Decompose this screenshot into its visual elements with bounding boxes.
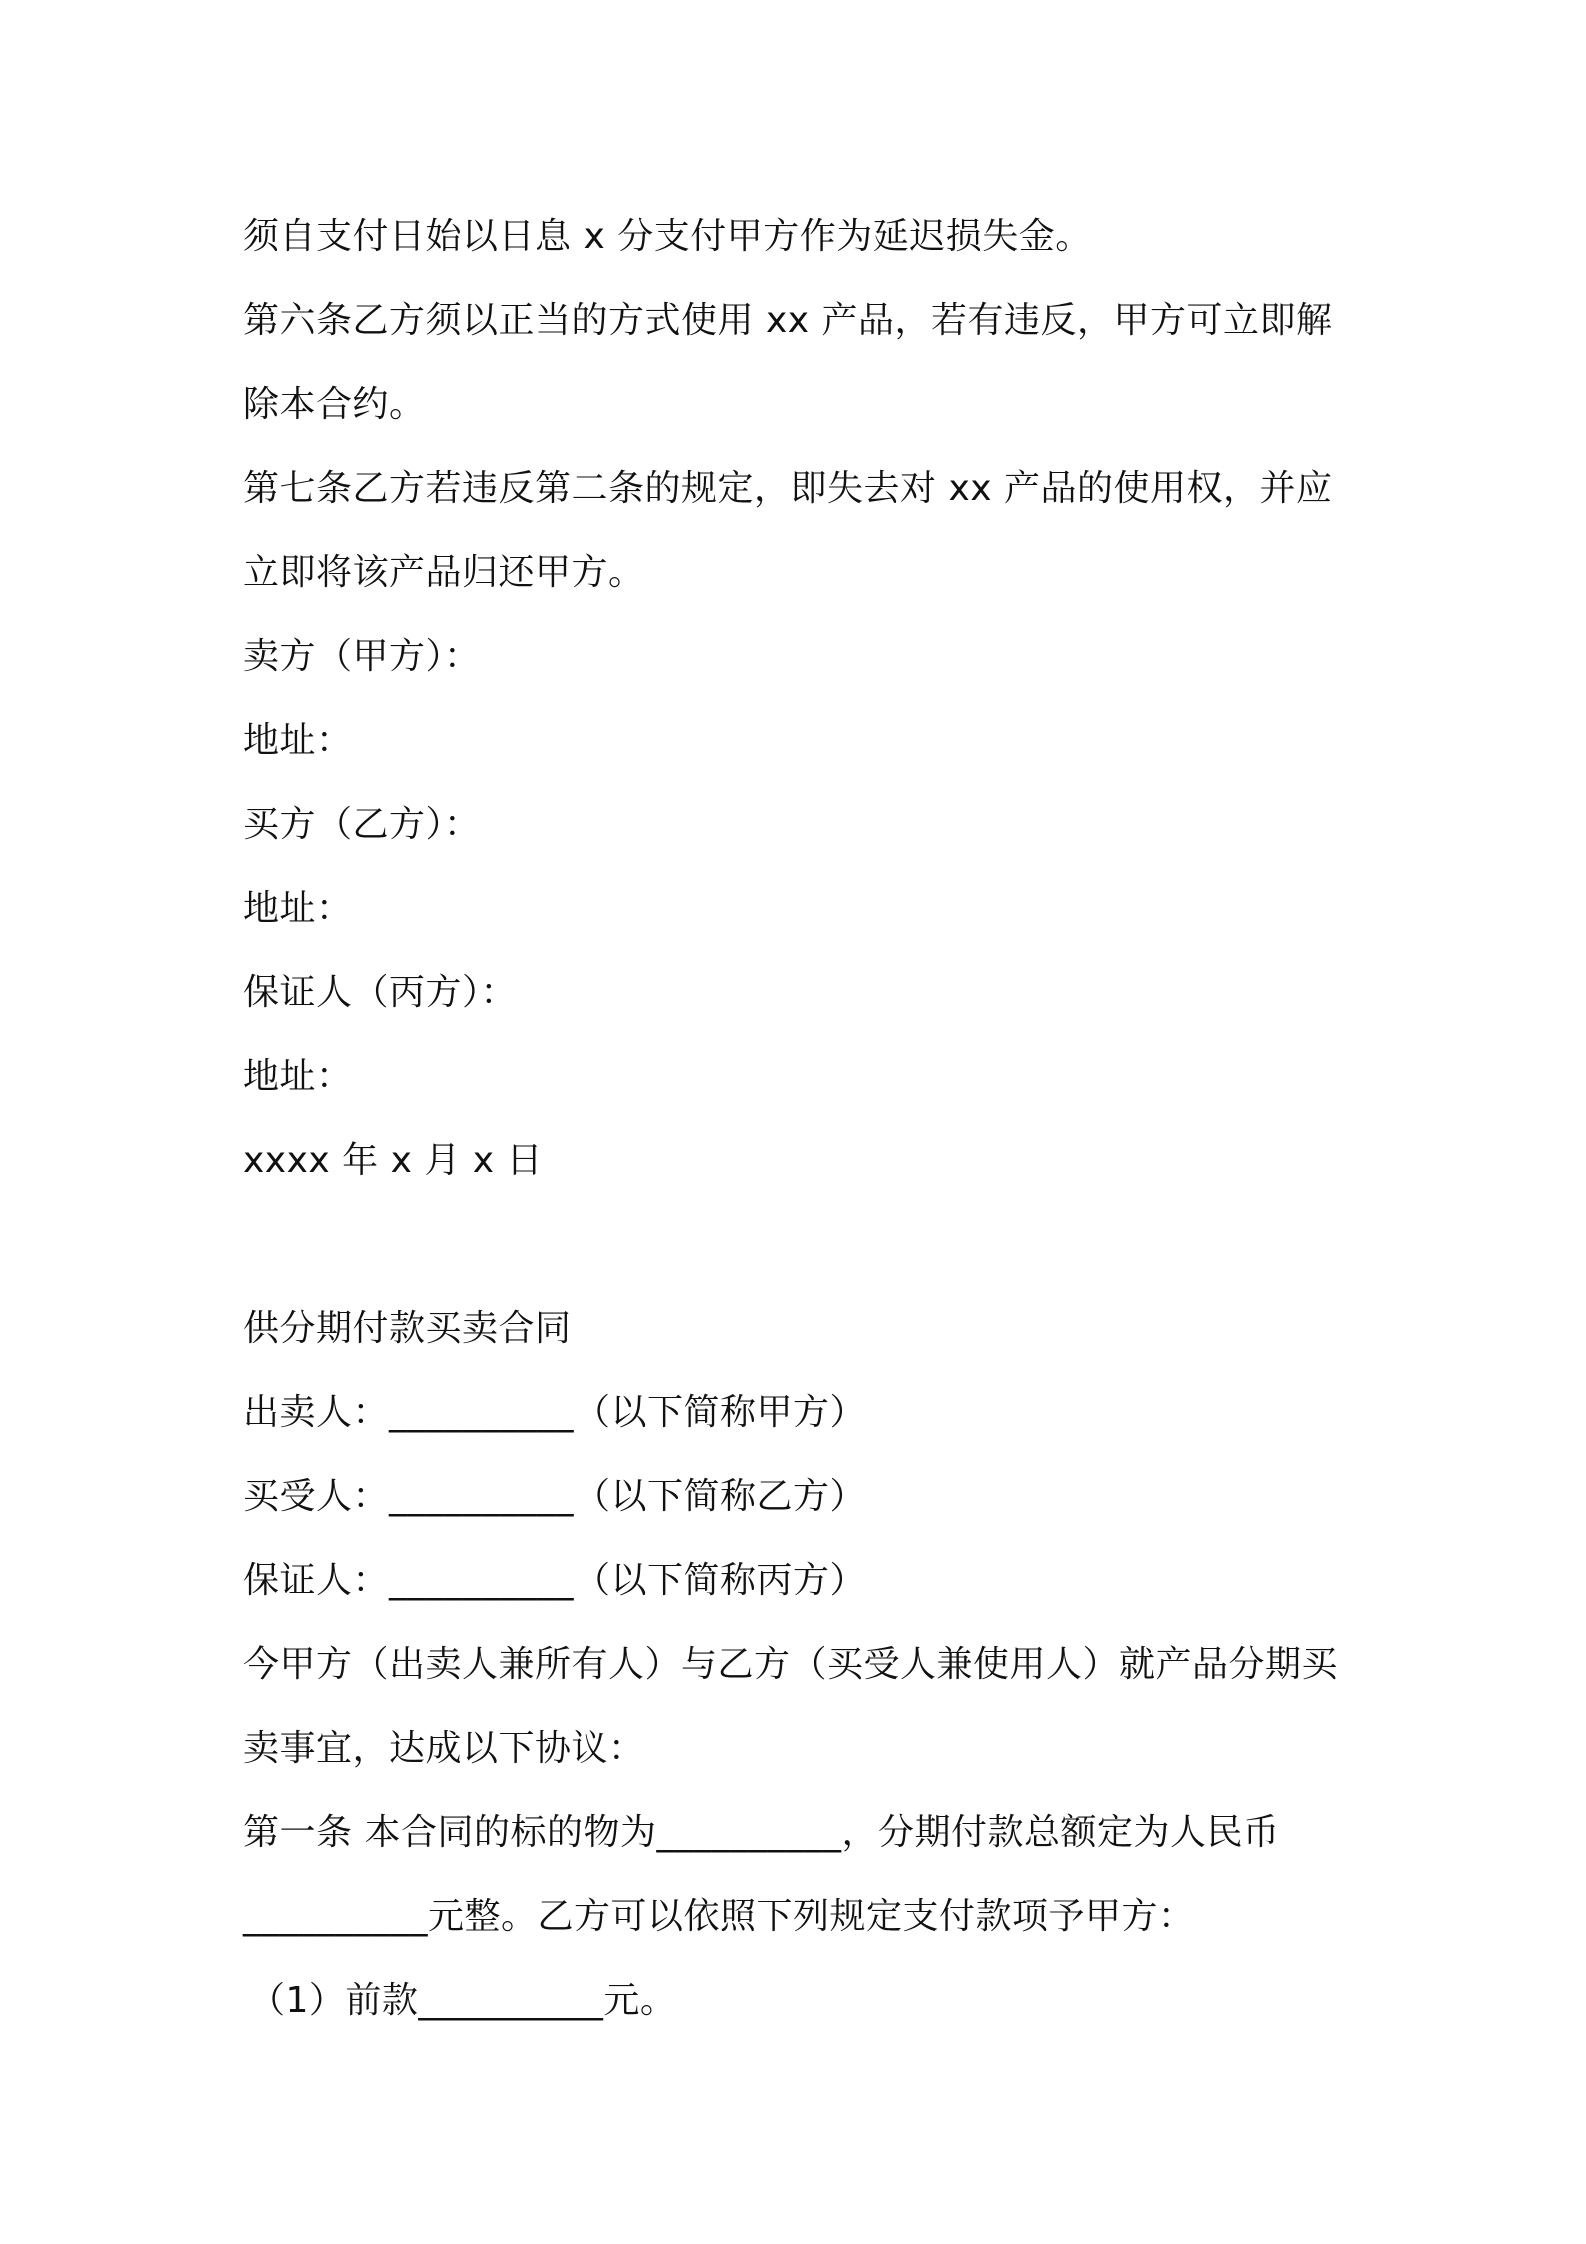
text-line: 立即将该产品归还甲方。 xyxy=(243,552,645,593)
text-line: 第七条乙方若违反第二条的规定，即失去对 xx 产品的使用权，并应 xyxy=(243,468,1333,509)
text-line: 须自支付日始以日息 x 分支付甲方作为延迟损失金。 xyxy=(243,216,1092,257)
date-line: xxxx 年 x 月 x 日 xyxy=(243,1140,544,1181)
guarantor-label: 保证人（丙方）： xyxy=(243,972,518,1013)
address-label: 地址： xyxy=(243,888,353,929)
text-line: __________元整。乙方可以依照下列规定支付款项予甲方： xyxy=(243,1896,1195,1937)
text-line: 除本合约。 xyxy=(243,384,426,425)
guarantor-field: 保证人：__________（以下简称丙方） xyxy=(243,1560,867,1601)
seller-field: 出卖人：__________（以下简称甲方） xyxy=(243,1392,867,1433)
address-label: 地址： xyxy=(243,720,353,761)
address-label: 地址： xyxy=(243,1056,353,1097)
document-body xyxy=(243,195,1363,2043)
text-line: 卖事宜，达成以下协议： xyxy=(243,1728,645,1769)
buyer-label: 买方（乙方）： xyxy=(243,804,481,845)
article-one: 第一条 本合同的标的物为__________，分期付款总额定为人民币 xyxy=(243,1812,1280,1853)
contract-title: 供分期付款买卖合同 xyxy=(243,1308,572,1349)
blank-line xyxy=(243,1203,1363,1287)
buyer-field: 买受人：__________（以下简称乙方） xyxy=(243,1476,867,1517)
seller-label: 卖方（甲方）： xyxy=(243,636,481,677)
text-line: 第六条乙方须以正当的方式使用 xx 产品，若有违反，甲方可立即解 xyxy=(243,300,1333,341)
down-payment-line: （1）前款__________元。 xyxy=(249,1980,677,2021)
text-line: 今甲方（出卖人兼所有人）与乙方（买受人兼使用人）就产品分期买 xyxy=(243,1644,1339,1685)
